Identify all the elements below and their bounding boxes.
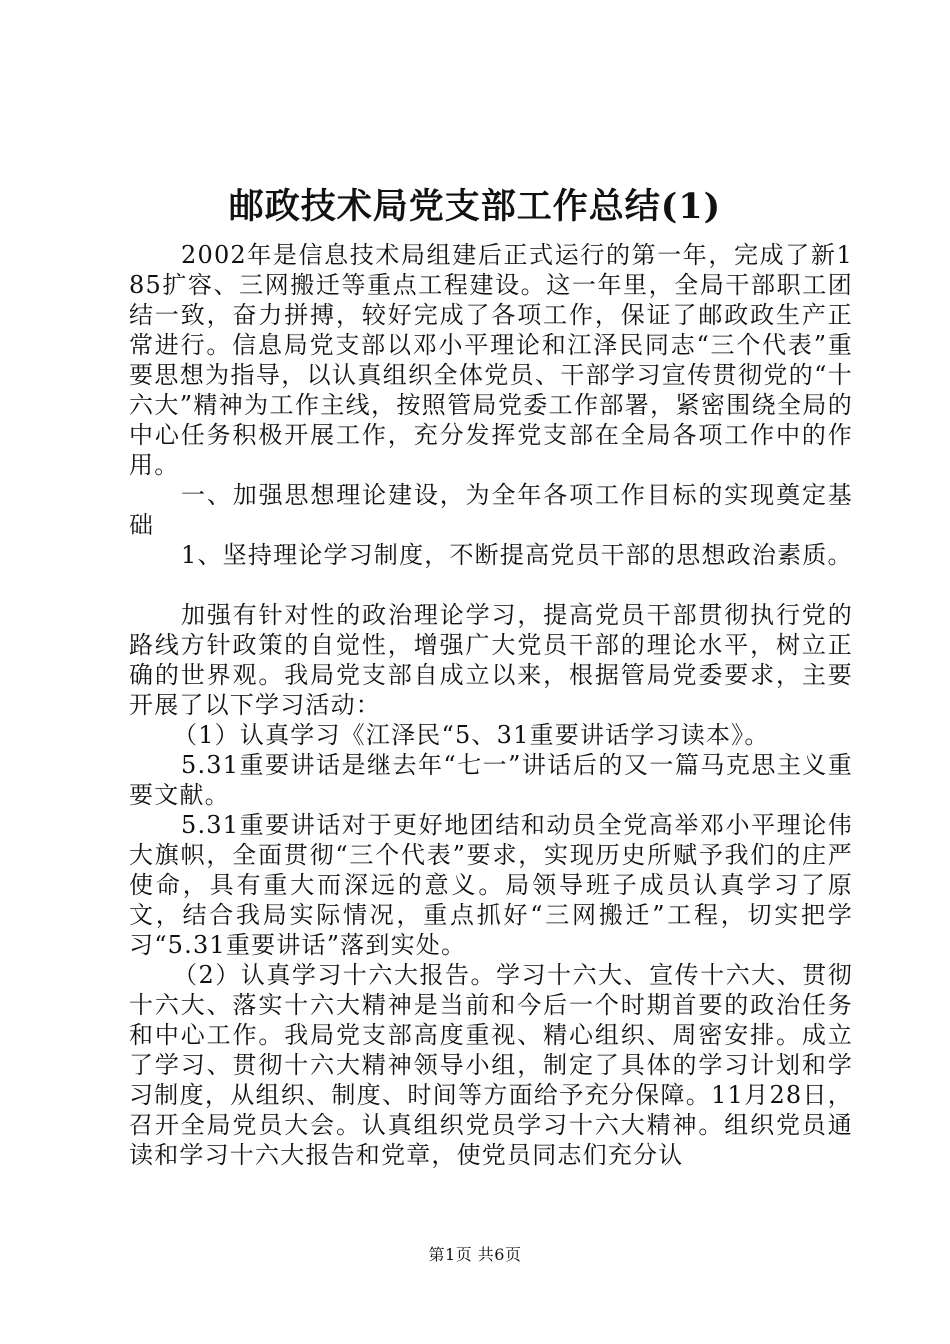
paragraph-531-significance: 5.31重要讲话是继去年“七一”讲话后的又一篇马克思主义重要文献。 <box>129 751 853 809</box>
section-heading-1: 一、加强思想理论建设，为全年各项工作目标的实现奠定基础 <box>129 481 853 539</box>
paragraph-study-overview: 加强有针对性的政治理论学习，提高党员干部贯彻执行党的路线方针政策的自觉性，增强广大党员干部的理论水平，树立正确的世界观。我局党支部自成立以来，根据管局党委要求，主要开展了以下学习活动： <box>129 601 853 719</box>
document-title: 邮政技术局党支部工作总结(1) <box>228 186 722 227</box>
document-body <box>129 240 853 1170</box>
page-number: 第1页 共6页 <box>428 1245 522 1264</box>
paragraph-531-meaning: 5.31重要讲话对于更好地团结和动员全党高举邓小平理论伟大旗帜，全面贯彻“三个代表”要求，实现历史所赋予我们的庄严使命，具有重大而深远的意义。局领导班子成员认真学习了原文，结合我局实际情况，重点抓好“三网搬迁”工程，切实把学习“5.31重要讲话”落到实处。 <box>129 811 853 959</box>
list-item-2: （2）认真学习十六大报告。学习十六大、宣传十六大、贯彻十六大、落实十六大精神是当前和今后一个时期首要的政治任务和中心工作。我局党支部高度重视、精心组织、周密安排。成立了学习、贯彻十六大精神领导小组，制定了具体的学习计划和学习制度，从组织、制度、时间等方面给予充分保障。11月28日，召开全局党员大会。认真组织党员学习十六大精神。组织党员通读和学习十六大报告和党章，使党员同志们充分认 <box>129 961 853 1169</box>
list-item-1: （1）认真学习《江泽民“5、31重要讲话学习读本》。 <box>173 721 770 749</box>
paragraph-intro: 2002年是信息技术局组建后正式运行的第一年，完成了新185扩容、三网搬迁等重点工程建设。这一年里，全局干部职工团结一致，奋力拼搏，较好完成了各项工作，保证了邮政政生产正常进行。信息局党支部以邓小平理论和江泽民同志“三个代表”重要思想为指导，以认真组织全体党员、干部学习宣传贯彻党的“十六大”精神为工作主线，按照管局党委工作部署，紧密围绕全局的中心任务积极开展工作，充分发挥党支部在全局各项工作中的作用。 <box>129 241 853 479</box>
subsection-heading-1: 1、坚持理论学习制度，不断提高党员干部的思想政治素质。 <box>181 541 853 569</box>
